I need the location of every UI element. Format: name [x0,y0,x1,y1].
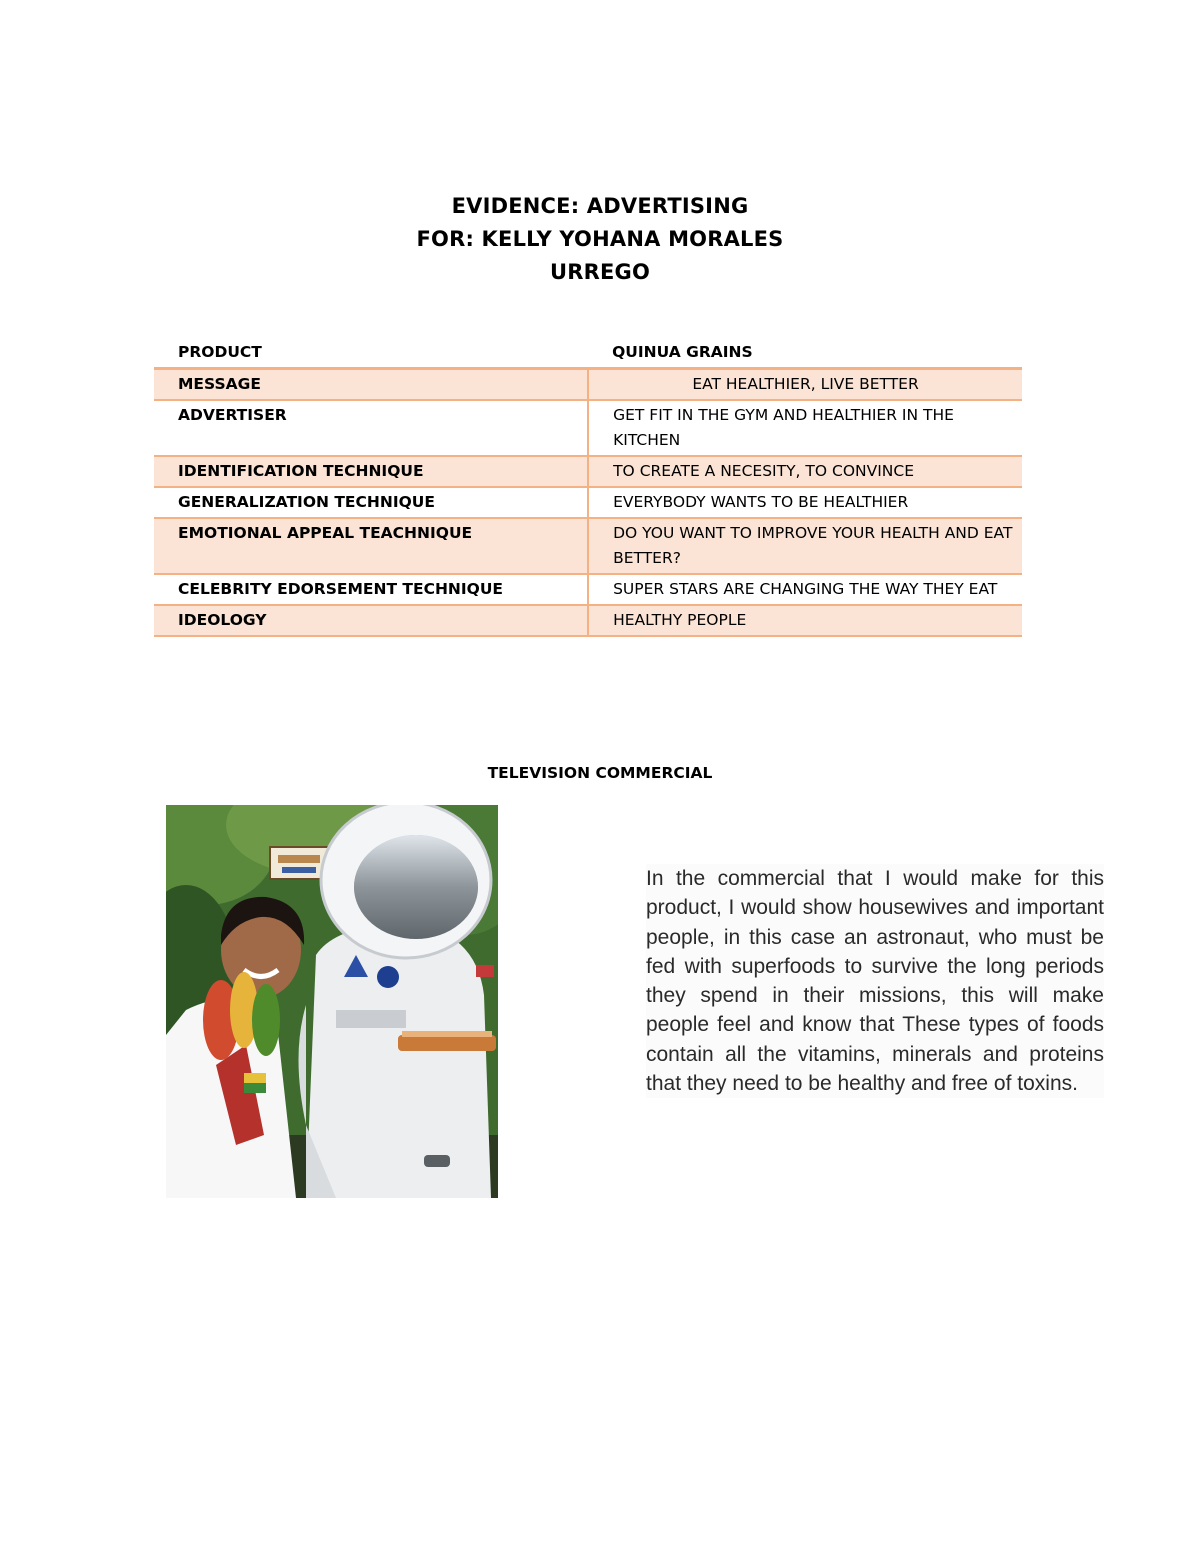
table-row [154,487,1022,518]
row-value: EVERYBODY WANTS TO BE HEALTHIER [588,487,1022,518]
row-label: GENERALIZATION TECHNIQUE [154,487,588,518]
row-label: IDENTIFICATION TECHNIQUE [154,456,588,487]
document-title [0,190,1200,289]
header-value: QUINUA GRAINS [588,338,1022,369]
row-label: CELEBRITY EDORSEMENT TECHNIQUE [154,574,588,605]
table-row [154,456,1022,487]
row-label: ADVERTISER [154,400,588,456]
commercial-photo [166,805,498,1198]
table-row [154,518,1022,574]
row-value: SUPER STARS ARE CHANGING THE WAY THEY EAT [588,574,1022,605]
commercial-heading: TELEVISION COMMERCIAL [487,764,713,782]
title-line-2: FOR: KELLY YOHANA MORALES [416,227,784,251]
advertising-table [154,338,1022,637]
table-row [154,574,1022,605]
commercial-description: In the commercial that I would make for this product, I would show housewives and important people, in this case an astronaut, who must be fed with superfoods to survive the long periods they spend in their missions, this will make people feel and know that These types of foods contain all the vitamins, minerals and proteins that they need to be healthy and free of toxins. [646,864,1104,1098]
title-line-3: URREGO [549,260,651,284]
table-row [154,605,1022,636]
row-value: EAT HEALTHIER, LIVE BETTER [588,369,1022,401]
header-label: PRODUCT [154,338,588,369]
row-value: DO YOU WANT TO IMPROVE YOUR HEALTH AND EAT BETTER? [588,518,1022,574]
table-row [154,400,1022,456]
row-label: EMOTIONAL APPEAL TEACHNIQUE [154,518,588,574]
row-value: TO CREATE A NECESITY, TO CONVINCE [588,456,1022,487]
title-line-1: EVIDENCE: ADVERTISING [451,194,749,218]
row-value: HEALTHY PEOPLE [588,605,1022,636]
row-label: IDEOLOGY [154,605,588,636]
row-value: GET FIT IN THE GYM AND HEALTHIER IN THE KITCHEN [588,400,1022,456]
table-row [154,369,1022,401]
table-header-row [154,338,1022,369]
row-label: MESSAGE [154,369,588,401]
